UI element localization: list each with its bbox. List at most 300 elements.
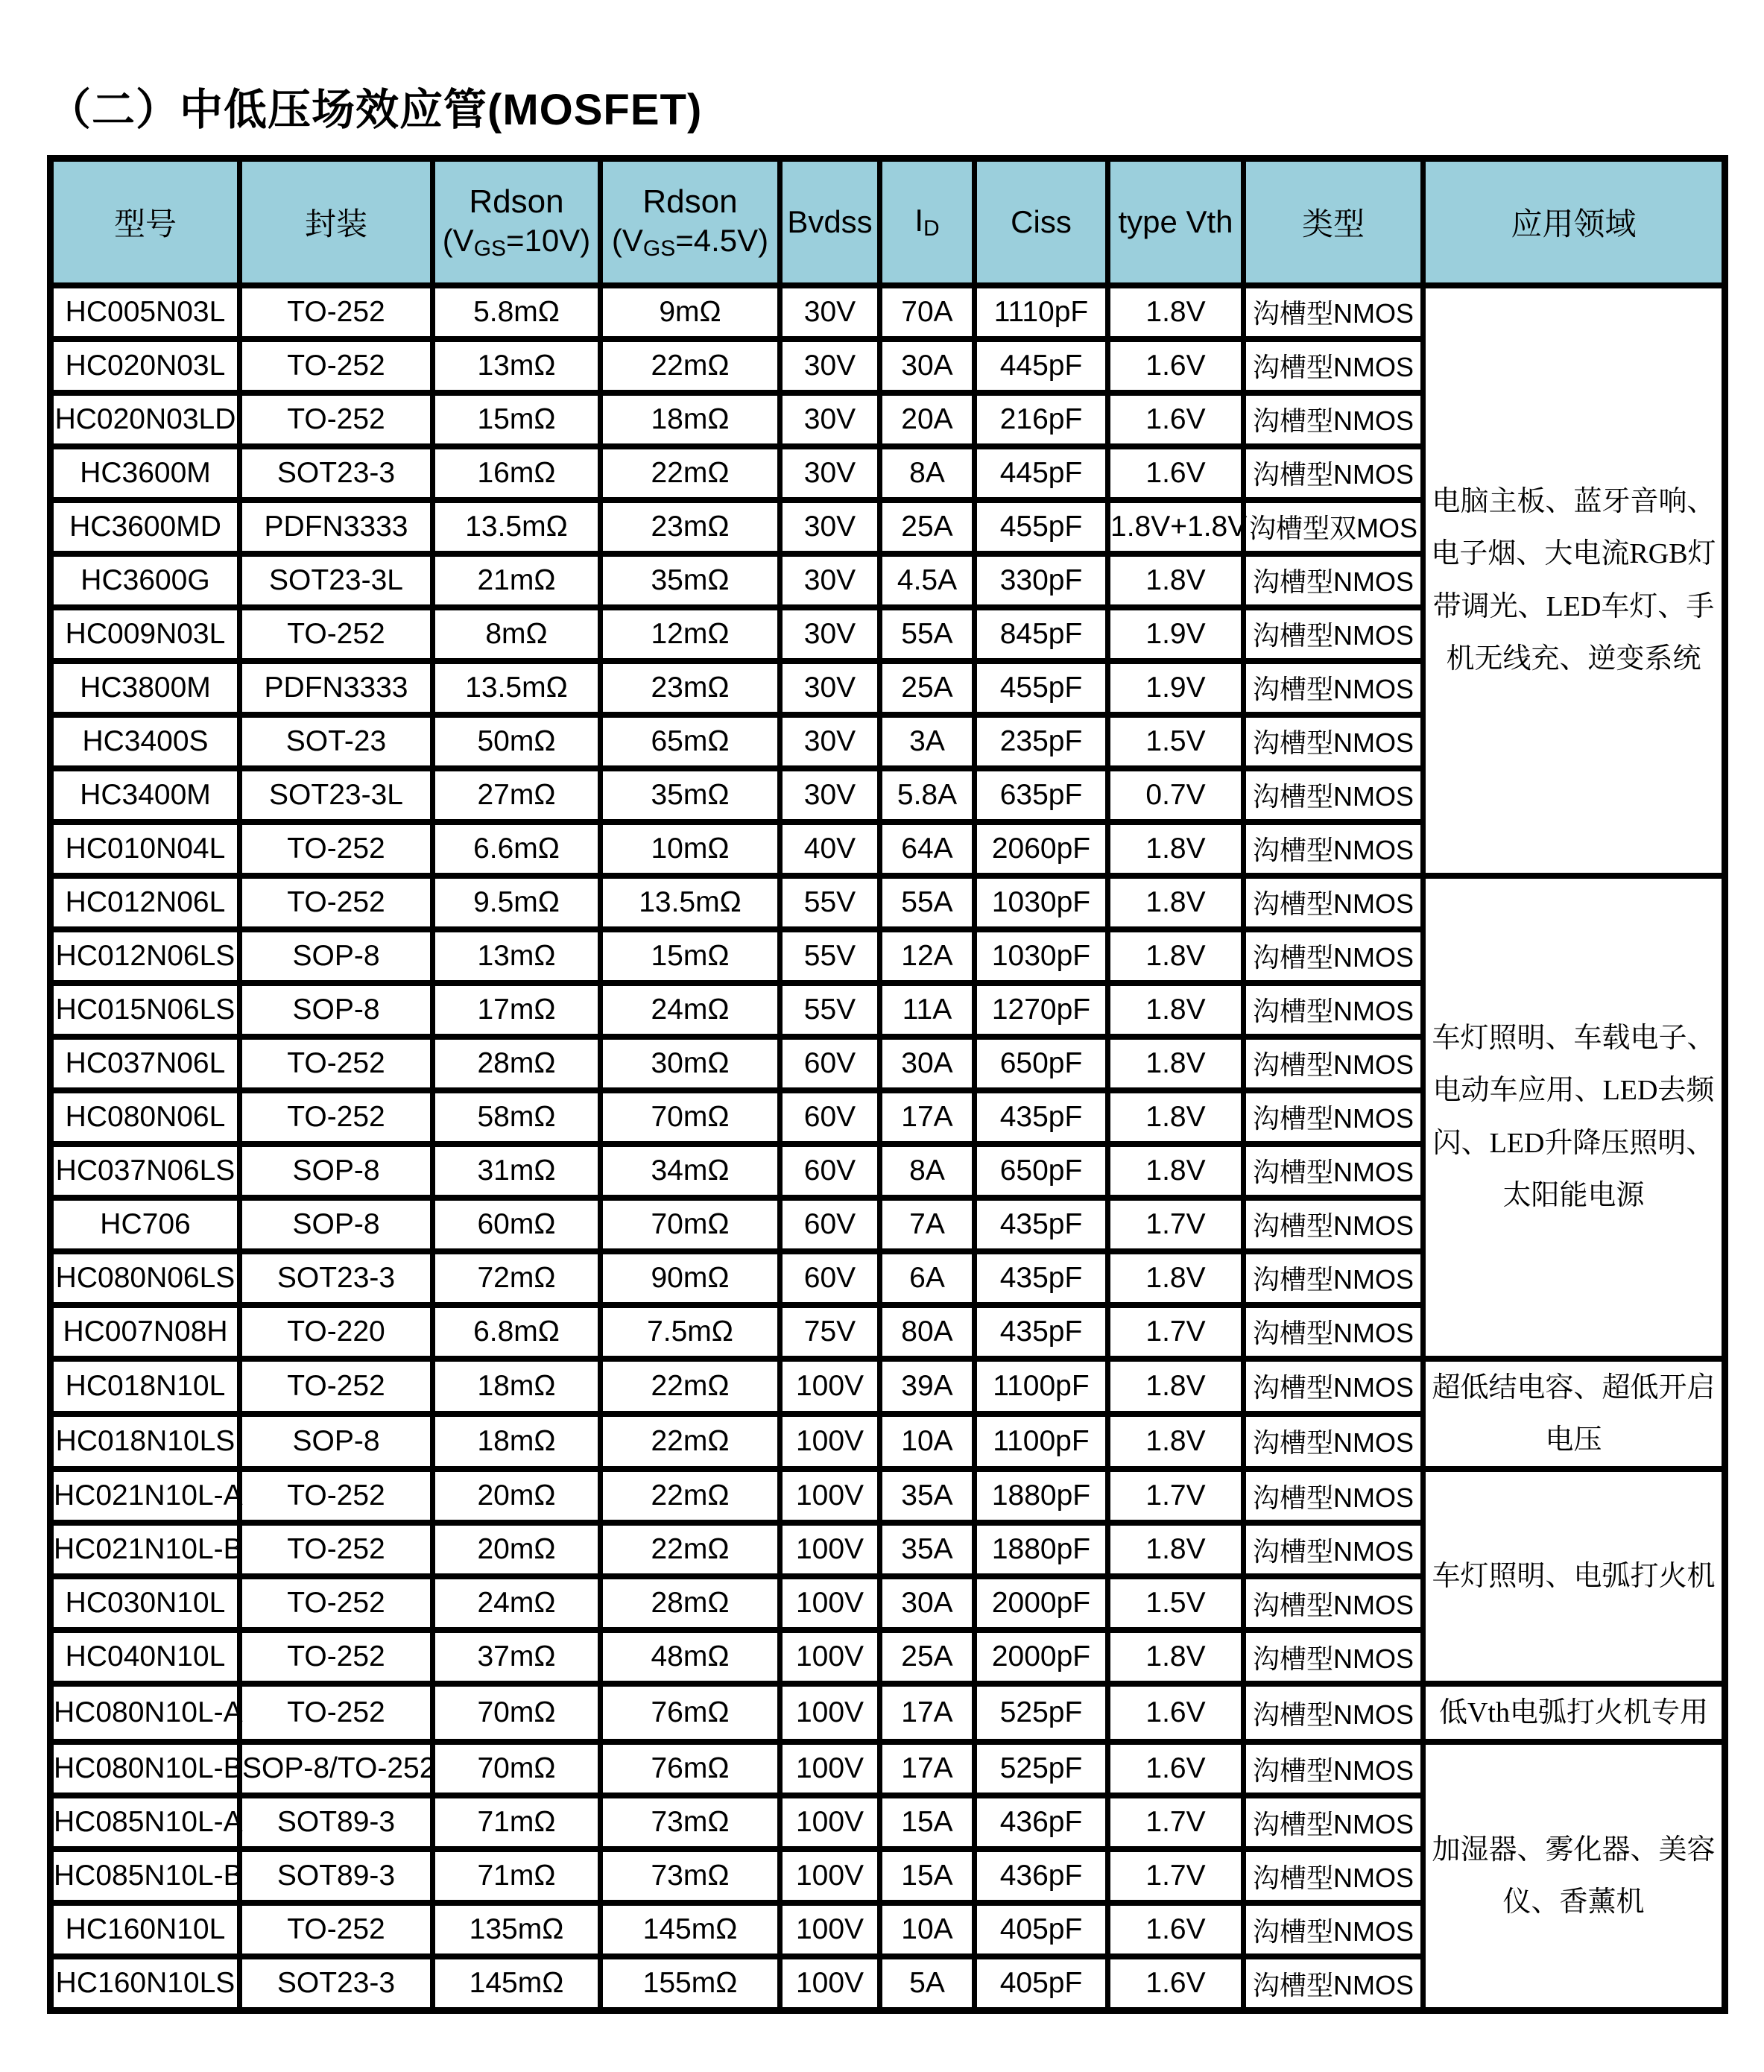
cell-id: 35A: [880, 1523, 975, 1576]
cell-ciss: 1030pF: [975, 929, 1108, 983]
cell-type: 沟槽型NMOS: [1244, 768, 1423, 822]
cell-type: 沟槽型NMOS: [1244, 822, 1423, 876]
cell-package: SOP-8: [240, 1198, 433, 1251]
cell-ciss: 2060pF: [975, 822, 1108, 876]
cell-package: TO-252: [240, 393, 433, 446]
cell-id: 30A: [880, 339, 975, 393]
mosfet-spec-table: [47, 155, 1728, 2014]
cell-model: HC015N06LS: [51, 983, 240, 1037]
cell-bvdss: 100V: [780, 1849, 880, 1903]
page-title: （二）中低压场效应管(MOSFET): [48, 86, 703, 134]
cell-rdson-10v: 17mΩ: [433, 983, 601, 1037]
cell-id: 30A: [880, 1576, 975, 1630]
cell-model: HC018N10L: [51, 1359, 240, 1414]
cell-id: 25A: [880, 661, 975, 715]
cell-model: HC021N10L-B: [51, 1523, 240, 1576]
cell-rdson-10v: 6.8mΩ: [433, 1305, 601, 1359]
cell-application: 超低结电容、超低开启电压: [1423, 1359, 1725, 1470]
cell-id: 80A: [880, 1305, 975, 1359]
cell-bvdss: 60V: [780, 1037, 880, 1090]
cell-model: HC020N03LD: [51, 393, 240, 446]
cell-type: 沟槽型NMOS: [1244, 1903, 1423, 1956]
cell-type: 沟槽型NMOS: [1244, 1090, 1423, 1144]
cell-model: HC012N06L: [51, 876, 240, 929]
cell-model: HC160N10LS: [51, 1956, 240, 2010]
cell-bvdss: 100V: [780, 1414, 880, 1469]
cell-vth: 1.9V: [1108, 607, 1244, 661]
cell-rdson-4v5: 22mΩ: [601, 1469, 780, 1523]
cell-vth: 1.6V: [1108, 446, 1244, 500]
cell-rdson-4v5: 48mΩ: [601, 1630, 780, 1684]
cell-rdson-10v: 31mΩ: [433, 1144, 601, 1198]
cell-vth: 1.8V: [1108, 1090, 1244, 1144]
cell-rdson-4v5: 73mΩ: [601, 1849, 780, 1903]
cell-application: 低Vth电弧打火机专用: [1423, 1684, 1725, 1742]
cell-model: HC3400M: [51, 768, 240, 822]
cell-type: 沟槽型NMOS: [1244, 1305, 1423, 1359]
cell-model: HC021N10L-A: [51, 1469, 240, 1523]
cell-package: PDFN3333: [240, 500, 433, 554]
header-rdson-10v-title: Rdson: [469, 183, 564, 221]
cell-type: 沟槽型NMOS: [1244, 1630, 1423, 1684]
cell-bvdss: 30V: [780, 500, 880, 554]
cell-ciss: 445pF: [975, 446, 1108, 500]
cell-bvdss: 30V: [780, 393, 880, 446]
cell-bvdss: 75V: [780, 1305, 880, 1359]
header-id: [880, 159, 975, 285]
cell-package: SOP-8: [240, 983, 433, 1037]
cell-bvdss: 30V: [780, 661, 880, 715]
cell-package: TO-252: [240, 1903, 433, 1956]
cell-bvdss: 30V: [780, 446, 880, 500]
cell-type: 沟槽型NMOS: [1244, 1144, 1423, 1198]
vgs-value: =4.5V): [675, 223, 769, 259]
cell-rdson-10v: 28mΩ: [433, 1037, 601, 1090]
cell-id: 10A: [880, 1414, 975, 1469]
cell-ciss: 445pF: [975, 339, 1108, 393]
header-bvdss: [780, 159, 880, 285]
cell-model: HC706: [51, 1198, 240, 1251]
cell-id: 17A: [880, 1742, 975, 1795]
cell-vth: 1.5V: [1108, 1576, 1244, 1630]
cell-package: SOP-8: [240, 1144, 433, 1198]
cell-rdson-4v5: 90mΩ: [601, 1251, 780, 1305]
cell-bvdss: 60V: [780, 1198, 880, 1251]
header-rdson-4v5-title: Rdson: [642, 183, 738, 221]
cell-package: SOT-23: [240, 715, 433, 768]
cell-package: SOT23-3L: [240, 768, 433, 822]
cell-type: 沟槽型NMOS: [1244, 1359, 1423, 1414]
cell-vth: 1.6V: [1108, 1684, 1244, 1742]
cell-model: HC3800M: [51, 661, 240, 715]
cell-rdson-4v5: 18mΩ: [601, 393, 780, 446]
cell-rdson-10v: 13.5mΩ: [433, 661, 601, 715]
cell-ciss: 435pF: [975, 1090, 1108, 1144]
cell-package: TO-252: [240, 1630, 433, 1684]
cell-rdson-10v: 71mΩ: [433, 1795, 601, 1849]
cell-vth: 1.7V: [1108, 1305, 1244, 1359]
cell-package: PDFN3333: [240, 661, 433, 715]
cell-ciss: 455pF: [975, 661, 1108, 715]
header-type-vth-label: type Vth: [1118, 203, 1233, 239]
cell-id: 12A: [880, 929, 975, 983]
cell-model: HC007N08H: [51, 1305, 240, 1359]
cell-rdson-4v5: 35mΩ: [601, 768, 780, 822]
cell-ciss: 1030pF: [975, 876, 1108, 929]
cell-id: 70A: [880, 285, 975, 339]
cell-type: 沟槽型NMOS: [1244, 1956, 1423, 2010]
cell-bvdss: 30V: [780, 715, 880, 768]
cell-rdson-10v: 15mΩ: [433, 393, 601, 446]
cell-id: 7A: [880, 1198, 975, 1251]
cell-bvdss: 40V: [780, 822, 880, 876]
cell-rdson-4v5: 76mΩ: [601, 1742, 780, 1795]
cell-ciss: 435pF: [975, 1198, 1108, 1251]
cell-rdson-4v5: 30mΩ: [601, 1037, 780, 1090]
cell-vth: 1.6V: [1108, 1903, 1244, 1956]
cell-model: HC3400S: [51, 715, 240, 768]
cell-type: 沟槽型NMOS: [1244, 339, 1423, 393]
cell-vth: 1.8V: [1108, 1523, 1244, 1576]
cell-rdson-4v5: 23mΩ: [601, 500, 780, 554]
cell-package: TO-252: [240, 1576, 433, 1630]
cell-vth: 1.8V: [1108, 1630, 1244, 1684]
cell-rdson-4v5: 23mΩ: [601, 661, 780, 715]
cell-rdson-10v: 70mΩ: [433, 1684, 601, 1742]
cell-bvdss: 30V: [780, 607, 880, 661]
mosfet-table-body: [51, 285, 1725, 2011]
cell-type: 沟槽型NMOS: [1244, 1849, 1423, 1903]
cell-model: HC3600MD: [51, 500, 240, 554]
cell-model: HC018N10LS: [51, 1414, 240, 1469]
cell-ciss: 2000pF: [975, 1630, 1108, 1684]
cell-rdson-4v5: 145mΩ: [601, 1903, 780, 1956]
cell-ciss: 635pF: [975, 768, 1108, 822]
cell-rdson-10v: 13.5mΩ: [433, 500, 601, 554]
cell-ciss: 1110pF: [975, 285, 1108, 339]
cell-vth: 1.8V: [1108, 285, 1244, 339]
header-rdson-4v5: [601, 159, 780, 285]
header-type-label: 类型: [1301, 206, 1365, 241]
cell-rdson-4v5: 7.5mΩ: [601, 1305, 780, 1359]
cell-package: TO-252: [240, 876, 433, 929]
cell-ciss: 435pF: [975, 1305, 1108, 1359]
cell-rdson-4v5: 34mΩ: [601, 1144, 780, 1198]
cell-rdson-4v5: 155mΩ: [601, 1956, 780, 2010]
cell-vth: 1.8V: [1108, 1251, 1244, 1305]
cell-rdson-10v: 13mΩ: [433, 929, 601, 983]
header-rdson-10v: [433, 159, 601, 285]
cell-vth: 1.8V: [1108, 554, 1244, 607]
cell-id: 55A: [880, 876, 975, 929]
cell-vth: 1.8V: [1108, 1359, 1244, 1414]
header-type-vth: [1108, 159, 1244, 285]
cell-rdson-10v: 24mΩ: [433, 1576, 601, 1630]
cell-rdson-10v: 60mΩ: [433, 1198, 601, 1251]
cell-package: TO-252: [240, 285, 433, 339]
vgs-subscript: GS: [473, 236, 507, 262]
cell-bvdss: 30V: [780, 285, 880, 339]
cell-bvdss: 55V: [780, 876, 880, 929]
cell-package: TO-220: [240, 1305, 433, 1359]
cell-type: 沟槽型NMOS: [1244, 607, 1423, 661]
cell-ciss: 435pF: [975, 1251, 1108, 1305]
cell-bvdss: 30V: [780, 339, 880, 393]
table-row: [51, 1469, 1725, 1523]
cell-id: 17A: [880, 1684, 975, 1742]
cell-package: SOP-8: [240, 929, 433, 983]
cell-vth: 1.7V: [1108, 1795, 1244, 1849]
cell-rdson-4v5: 24mΩ: [601, 983, 780, 1037]
cell-rdson-10v: 18mΩ: [433, 1414, 601, 1469]
cell-bvdss: 60V: [780, 1251, 880, 1305]
cell-package: SOT23-3: [240, 1956, 433, 2010]
cell-package: TO-252: [240, 1037, 433, 1090]
cell-vth: 1.6V: [1108, 1956, 1244, 2010]
cell-rdson-4v5: 28mΩ: [601, 1576, 780, 1630]
cell-package: TO-252: [240, 607, 433, 661]
cell-package: TO-252: [240, 1359, 433, 1414]
cell-bvdss: 60V: [780, 1090, 880, 1144]
cell-vth: 1.5V: [1108, 715, 1244, 768]
cell-vth: 1.8V: [1108, 1144, 1244, 1198]
cell-rdson-4v5: 22mΩ: [601, 339, 780, 393]
cell-id: 25A: [880, 1630, 975, 1684]
cell-rdson-4v5: 12mΩ: [601, 607, 780, 661]
cell-ciss: 1270pF: [975, 983, 1108, 1037]
cell-model: HC3600M: [51, 446, 240, 500]
vgs-value: =10V): [506, 223, 591, 259]
cell-bvdss: 100V: [780, 1795, 880, 1849]
cell-model: HC160N10L: [51, 1903, 240, 1956]
cell-ciss: 330pF: [975, 554, 1108, 607]
cell-bvdss: 100V: [780, 1630, 880, 1684]
cell-type: 沟槽型NMOS: [1244, 554, 1423, 607]
cell-package: SOT23-3: [240, 1251, 433, 1305]
cell-bvdss: 30V: [780, 554, 880, 607]
cell-type: 沟槽型NMOS: [1244, 1795, 1423, 1849]
cell-type: 沟槽型NMOS: [1244, 393, 1423, 446]
cell-rdson-10v: 5.8mΩ: [433, 285, 601, 339]
cell-ciss: 525pF: [975, 1742, 1108, 1795]
cell-ciss: 1100pF: [975, 1359, 1108, 1414]
vgs-subscript: GS: [642, 236, 676, 262]
cell-vth: 1.6V: [1108, 339, 1244, 393]
cell-id: 8A: [880, 1144, 975, 1198]
cell-model: HC080N06LS: [51, 1251, 240, 1305]
cell-rdson-4v5: 70mΩ: [601, 1090, 780, 1144]
cell-rdson-4v5: 22mΩ: [601, 1359, 780, 1414]
cell-model: HC040N10L: [51, 1630, 240, 1684]
cell-vth: 1.7V: [1108, 1849, 1244, 1903]
table-row: [51, 1359, 1725, 1414]
cell-application: 车灯照明、电弧打火机: [1423, 1469, 1725, 1684]
cell-id: 17A: [880, 1090, 975, 1144]
cell-rdson-10v: 70mΩ: [433, 1742, 601, 1795]
cell-package: TO-252: [240, 339, 433, 393]
cell-ciss: 405pF: [975, 1956, 1108, 2010]
cell-bvdss: 100V: [780, 1359, 880, 1414]
cell-ciss: 1880pF: [975, 1523, 1108, 1576]
cell-model: HC005N03L: [51, 285, 240, 339]
cell-rdson-10v: 20mΩ: [433, 1469, 601, 1523]
header-model: [51, 159, 240, 285]
cell-ciss: 1880pF: [975, 1469, 1108, 1523]
cell-vth: 1.8V: [1108, 1414, 1244, 1469]
cell-rdson-4v5: 22mΩ: [601, 446, 780, 500]
cell-bvdss: 100V: [780, 1523, 880, 1576]
cell-rdson-10v: 135mΩ: [433, 1903, 601, 1956]
cell-ciss: 650pF: [975, 1144, 1108, 1198]
cell-id: 5A: [880, 1956, 975, 2010]
cell-model: HC037N06L: [51, 1037, 240, 1090]
cell-ciss: 455pF: [975, 500, 1108, 554]
cell-type: 沟槽型NMOS: [1244, 446, 1423, 500]
cell-type: 沟槽型NMOS: [1244, 661, 1423, 715]
cell-type: 沟槽型NMOS: [1244, 715, 1423, 768]
cell-rdson-10v: 72mΩ: [433, 1251, 601, 1305]
cell-rdson-10v: 6.6mΩ: [433, 822, 601, 876]
table-row: [51, 1684, 1725, 1742]
cell-rdson-4v5: 65mΩ: [601, 715, 780, 768]
table-row: [51, 285, 1725, 339]
cell-model: HC037N06LS: [51, 1144, 240, 1198]
cell-rdson-10v: 18mΩ: [433, 1359, 601, 1414]
cell-model: HC085N10L-A: [51, 1795, 240, 1849]
cell-rdson-10v: 9.5mΩ: [433, 876, 601, 929]
cell-id: 30A: [880, 1037, 975, 1090]
header-id-label: I: [914, 202, 923, 238]
cell-ciss: 2000pF: [975, 1576, 1108, 1630]
cell-bvdss: 100V: [780, 1956, 880, 2010]
cell-bvdss: 100V: [780, 1469, 880, 1523]
cell-model: HC012N06LS: [51, 929, 240, 983]
cell-rdson-10v: 8mΩ: [433, 607, 601, 661]
cell-vth: 1.8V: [1108, 1037, 1244, 1090]
cell-rdson-10v: 21mΩ: [433, 554, 601, 607]
cell-id: 15A: [880, 1849, 975, 1903]
vgs-open-paren: (V: [611, 223, 643, 259]
cell-rdson-4v5: 9mΩ: [601, 285, 780, 339]
cell-model: HC080N10L-B: [51, 1742, 240, 1795]
cell-vth: 1.8V+1.8V: [1108, 500, 1244, 554]
cell-model: HC080N06L: [51, 1090, 240, 1144]
table-row: [51, 876, 1725, 929]
cell-package: TO-252: [240, 1684, 433, 1742]
header-application: [1423, 159, 1725, 285]
cell-bvdss: 100V: [780, 1903, 880, 1956]
header-type: [1244, 159, 1423, 285]
cell-package: SOP-8: [240, 1414, 433, 1469]
header-application-label: 应用领域: [1511, 206, 1637, 241]
cell-id: 35A: [880, 1469, 975, 1523]
cell-id: 11A: [880, 983, 975, 1037]
cell-type: 沟槽型NMOS: [1244, 1198, 1423, 1251]
cell-rdson-10v: 58mΩ: [433, 1090, 601, 1144]
cell-rdson-4v5: 35mΩ: [601, 554, 780, 607]
cell-id: 10A: [880, 1903, 975, 1956]
cell-rdson-4v5: 73mΩ: [601, 1795, 780, 1849]
cell-package: TO-252: [240, 1469, 433, 1523]
cell-type: 沟槽型NMOS: [1244, 1576, 1423, 1630]
header-rdson-4v5-condition: [603, 222, 777, 262]
cell-ciss: 845pF: [975, 607, 1108, 661]
cell-rdson-10v: 13mΩ: [433, 339, 601, 393]
cell-id: 8A: [880, 446, 975, 500]
header-package-label: 封装: [304, 206, 367, 241]
cell-rdson-10v: 20mΩ: [433, 1523, 601, 1576]
cell-package: TO-252: [240, 822, 433, 876]
cell-rdson-4v5: 70mΩ: [601, 1198, 780, 1251]
cell-vth: 1.8V: [1108, 822, 1244, 876]
cell-id: 3A: [880, 715, 975, 768]
cell-type: 沟槽型NMOS: [1244, 285, 1423, 339]
cell-model: HC030N10L: [51, 1576, 240, 1630]
cell-vth: 1.8V: [1108, 929, 1244, 983]
cell-ciss: 650pF: [975, 1037, 1108, 1090]
cell-bvdss: 100V: [780, 1742, 880, 1795]
cell-rdson-10v: 50mΩ: [433, 715, 601, 768]
cell-package: SOP-8/TO-252: [240, 1742, 433, 1795]
cell-rdson-10v: 71mΩ: [433, 1849, 601, 1903]
cell-type: 沟槽型NMOS: [1244, 1523, 1423, 1576]
cell-model: HC085N10L-B: [51, 1849, 240, 1903]
cell-bvdss: 100V: [780, 1684, 880, 1742]
cell-bvdss: 55V: [780, 983, 880, 1037]
header-model-label: 型号: [113, 206, 177, 241]
cell-type: 沟槽型NMOS: [1244, 1469, 1423, 1523]
cell-type: 沟槽型NMOS: [1244, 1742, 1423, 1795]
vgs-open-paren: (V: [442, 223, 474, 259]
cell-rdson-4v5: 13.5mΩ: [601, 876, 780, 929]
cell-package: SOT89-3: [240, 1795, 433, 1849]
cell-model: HC010N04L: [51, 822, 240, 876]
cell-bvdss: 60V: [780, 1144, 880, 1198]
cell-id: 55A: [880, 607, 975, 661]
cell-type: 沟槽型NMOS: [1244, 1251, 1423, 1305]
header-ciss: [975, 159, 1108, 285]
cell-model: HC009N03L: [51, 607, 240, 661]
cell-rdson-10v: 37mΩ: [433, 1630, 601, 1684]
cell-bvdss: 30V: [780, 768, 880, 822]
cell-package: SOT23-3: [240, 446, 433, 500]
cell-id: 39A: [880, 1359, 975, 1414]
cell-rdson-4v5: 22mΩ: [601, 1523, 780, 1576]
cell-id: 20A: [880, 393, 975, 446]
cell-package: TO-252: [240, 1090, 433, 1144]
table-header: [51, 159, 1725, 285]
cell-type: 沟槽型双MOS: [1244, 500, 1423, 554]
cell-type: 沟槽型NMOS: [1244, 1037, 1423, 1090]
cell-id: 15A: [880, 1795, 975, 1849]
header-package: [240, 159, 433, 285]
cell-id: 4.5A: [880, 554, 975, 607]
cell-type: 沟槽型NMOS: [1244, 1414, 1423, 1469]
cell-type: 沟槽型NMOS: [1244, 929, 1423, 983]
cell-vth: 1.8V: [1108, 983, 1244, 1037]
cell-ciss: 405pF: [975, 1903, 1108, 1956]
cell-type: 沟槽型NMOS: [1244, 876, 1423, 929]
header-rdson-10v-condition: [435, 222, 598, 262]
cell-model: HC3600G: [51, 554, 240, 607]
cell-type: 沟槽型NMOS: [1244, 1684, 1423, 1742]
cell-rdson-4v5: 15mΩ: [601, 929, 780, 983]
cell-vth: 1.7V: [1108, 1198, 1244, 1251]
id-subscript: D: [923, 215, 940, 241]
cell-id: 5.8A: [880, 768, 975, 822]
cell-vth: 1.6V: [1108, 1742, 1244, 1795]
cell-rdson-10v: 16mΩ: [433, 446, 601, 500]
